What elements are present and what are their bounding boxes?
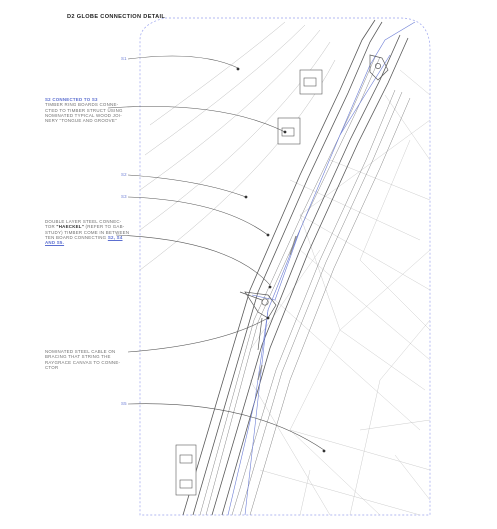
drawing-title: D2 GLOBE CONNECTION DETAIL [67,14,166,20]
member-refs: AND S5. [45,240,65,246]
note-line: CTED TO TIMBER STRUCT USING [45,107,123,113]
detail-frame [140,18,430,515]
note-line: NERY "TONGUE AND GROOVE" [45,118,117,124]
note-line: CTOR [45,364,59,370]
note-line: RAYGRACE CANVAS TO CONNE- [45,359,121,365]
note-line: TIMBER RING BOARDS CONNE- [45,102,119,108]
note-line: NOMINATED STEEL CABLE ON [45,349,116,354]
note-s2-connected [45,97,123,123]
note-line: TOR "HAECKEL" (REFER TO GAB- [45,224,125,230]
label-s1: S1 [121,56,127,61]
note-line: DOUBLE LAYER STEEL CONNEC- [45,219,122,224]
note-line: NOMINATED TYPICAL WOOD JOI- [45,112,122,118]
timber-band [183,20,408,515]
member-refs: S2, S4 [107,234,123,240]
steel-cable-lines [228,22,415,515]
note-line: BRACING THAT STRING THE [45,354,111,360]
globe-mesh [250,70,430,515]
inner-band-lines [200,55,410,515]
label-s3: S3 [121,194,127,199]
label-s5: S5 [121,401,127,406]
note-line [45,240,129,245]
note-line: STUDY) TIMBER COME IN BETWEEN [45,229,130,235]
note-steel-cable [45,349,120,370]
note-s2-connected-heading: S2 CONNECTED TO S3 [45,97,98,102]
label-s2: S2 [121,172,127,177]
tongue-groove-joints [176,70,322,495]
note-line: TEN BOARD CONNECTING S2, S4 [45,234,123,240]
note-double-layer-connector [45,219,129,245]
ring-arcs [140,22,335,270]
haeckel-term: "HAECKEL" [56,224,85,230]
